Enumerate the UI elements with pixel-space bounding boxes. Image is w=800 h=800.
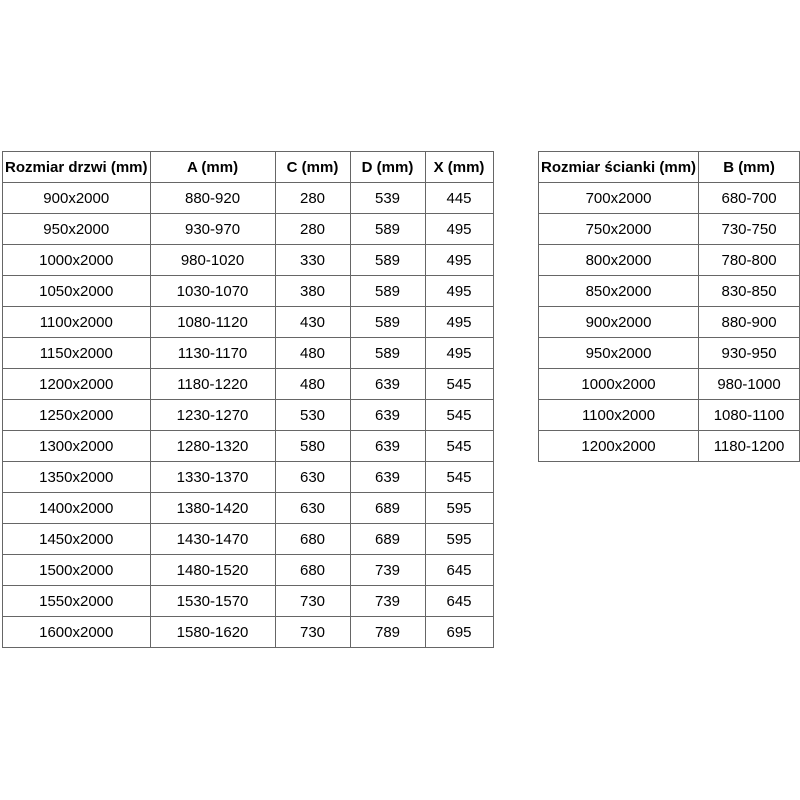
table-row: [539, 214, 800, 245]
table-row: [3, 245, 494, 276]
table-cell: 730-750: [699, 214, 800, 245]
table-cell: 645: [425, 555, 493, 586]
table-cell: 639: [350, 462, 425, 493]
table-cell: 545: [425, 369, 493, 400]
table-cell: 1550x2000: [3, 586, 151, 617]
table-row: [3, 431, 494, 462]
table-cell: 739: [350, 586, 425, 617]
table-cell: 900x2000: [539, 307, 699, 338]
table-cell: 789: [350, 617, 425, 648]
table-cell: 680: [275, 524, 350, 555]
table-cell: 1450x2000: [3, 524, 151, 555]
table-cell: 1530-1570: [150, 586, 275, 617]
wall-size-table: [538, 151, 800, 462]
table-cell: 595: [425, 524, 493, 555]
table-cell: 980-1000: [699, 369, 800, 400]
table-row: [3, 555, 494, 586]
table-cell: 1500x2000: [3, 555, 151, 586]
table-cell: 1200x2000: [539, 431, 699, 462]
table-cell: 1030-1070: [150, 276, 275, 307]
table-cell: 1130-1170: [150, 338, 275, 369]
table-cell: 545: [425, 431, 493, 462]
table-row: [3, 586, 494, 617]
table-cell: 580: [275, 431, 350, 462]
table-header-cell: C (mm): [275, 152, 350, 183]
table-cell: 930-950: [699, 338, 800, 369]
table-cell: 695: [425, 617, 493, 648]
table-row: [539, 245, 800, 276]
table-cell: 730: [275, 617, 350, 648]
table-row: [3, 276, 494, 307]
table-row: [3, 214, 494, 245]
table-cell: 880-900: [699, 307, 800, 338]
table-row: [539, 369, 800, 400]
table-cell: 495: [425, 245, 493, 276]
table-header-cell: Rozmiar ścianki (mm): [539, 152, 699, 183]
table-row: [539, 431, 800, 462]
table-row: [3, 338, 494, 369]
table-cell: 1200x2000: [3, 369, 151, 400]
table-cell: 595: [425, 493, 493, 524]
table-cell: 1000x2000: [3, 245, 151, 276]
table-cell: 950x2000: [3, 214, 151, 245]
table-cell: 1480-1520: [150, 555, 275, 586]
table-cell: 930-970: [150, 214, 275, 245]
table-cell: 545: [425, 400, 493, 431]
table-cell: 1380-1420: [150, 493, 275, 524]
table-row: [539, 338, 800, 369]
table-row: [3, 493, 494, 524]
table-cell: 1100x2000: [3, 307, 151, 338]
table-row: [539, 400, 800, 431]
table-cell: 1580-1620: [150, 617, 275, 648]
table-cell: 689: [350, 493, 425, 524]
table-cell: 630: [275, 462, 350, 493]
table-cell: 1230-1270: [150, 400, 275, 431]
table-cell: 1080-1100: [699, 400, 800, 431]
table-cell: 445: [425, 183, 493, 214]
table-cell: 480: [275, 369, 350, 400]
table-cell: 1250x2000: [3, 400, 151, 431]
table-cell: 900x2000: [3, 183, 151, 214]
table-cell: 1350x2000: [3, 462, 151, 493]
table-cell: 750x2000: [539, 214, 699, 245]
table-cell: 495: [425, 307, 493, 338]
table-cell: 730: [275, 586, 350, 617]
table-cell: 639: [350, 431, 425, 462]
table-cell: 589: [350, 276, 425, 307]
table-cell: 1150x2000: [3, 338, 151, 369]
door-size-table: [2, 151, 494, 648]
table-cell: 689: [350, 524, 425, 555]
table-cell: 1280-1320: [150, 431, 275, 462]
table-cell: 1330-1370: [150, 462, 275, 493]
table-cell: 780-800: [699, 245, 800, 276]
table-cell: 880-920: [150, 183, 275, 214]
table-cell: 800x2000: [539, 245, 699, 276]
table-cell: 589: [350, 245, 425, 276]
table-cell: 639: [350, 369, 425, 400]
table-row: [3, 400, 494, 431]
table-cell: 1180-1220: [150, 369, 275, 400]
table-cell: 495: [425, 338, 493, 369]
table-header-cell: X (mm): [425, 152, 493, 183]
table-cell: 380: [275, 276, 350, 307]
table-cell: 980-1020: [150, 245, 275, 276]
table-cell: 739: [350, 555, 425, 586]
table-row: [3, 462, 494, 493]
table-cell: 680: [275, 555, 350, 586]
table-cell: 1400x2000: [3, 493, 151, 524]
table-cell: 850x2000: [539, 276, 699, 307]
table-cell: 1300x2000: [3, 431, 151, 462]
table-cell: 280: [275, 214, 350, 245]
table-cell: 280: [275, 183, 350, 214]
table-header-cell: B (mm): [699, 152, 800, 183]
table-row: [3, 183, 494, 214]
table-cell: 1050x2000: [3, 276, 151, 307]
table-cell: 1600x2000: [3, 617, 151, 648]
table-cell: 589: [350, 214, 425, 245]
table-header-row: [539, 152, 800, 183]
table-row: [3, 617, 494, 648]
table-cell: 589: [350, 338, 425, 369]
table-cell: 830-850: [699, 276, 800, 307]
table-cell: 1080-1120: [150, 307, 275, 338]
table-cell: 630: [275, 493, 350, 524]
table-cell: 950x2000: [539, 338, 699, 369]
table-row: [539, 276, 800, 307]
table-cell: 1000x2000: [539, 369, 699, 400]
table-cell: 645: [425, 586, 493, 617]
table-row: [3, 369, 494, 400]
table-cell: 589: [350, 307, 425, 338]
table-cell: 430: [275, 307, 350, 338]
table-cell: 1180-1200: [699, 431, 800, 462]
table-cell: 495: [425, 214, 493, 245]
table-header-cell: D (mm): [350, 152, 425, 183]
table-row: [539, 183, 800, 214]
table-cell: 680-700: [699, 183, 800, 214]
table-row: [3, 524, 494, 555]
table-cell: 495: [425, 276, 493, 307]
table-header-row: [3, 152, 494, 183]
table-row: [3, 307, 494, 338]
table-cell: 480: [275, 338, 350, 369]
table-cell: 545: [425, 462, 493, 493]
table-cell: 539: [350, 183, 425, 214]
table-header-cell: Rozmiar drzwi (mm): [3, 152, 151, 183]
table-cell: 639: [350, 400, 425, 431]
table-header-cell: A (mm): [150, 152, 275, 183]
table-row: [539, 307, 800, 338]
table-cell: 700x2000: [539, 183, 699, 214]
table-cell: 530: [275, 400, 350, 431]
table-cell: 1100x2000: [539, 400, 699, 431]
table-cell: 1430-1470: [150, 524, 275, 555]
table-cell: 330: [275, 245, 350, 276]
